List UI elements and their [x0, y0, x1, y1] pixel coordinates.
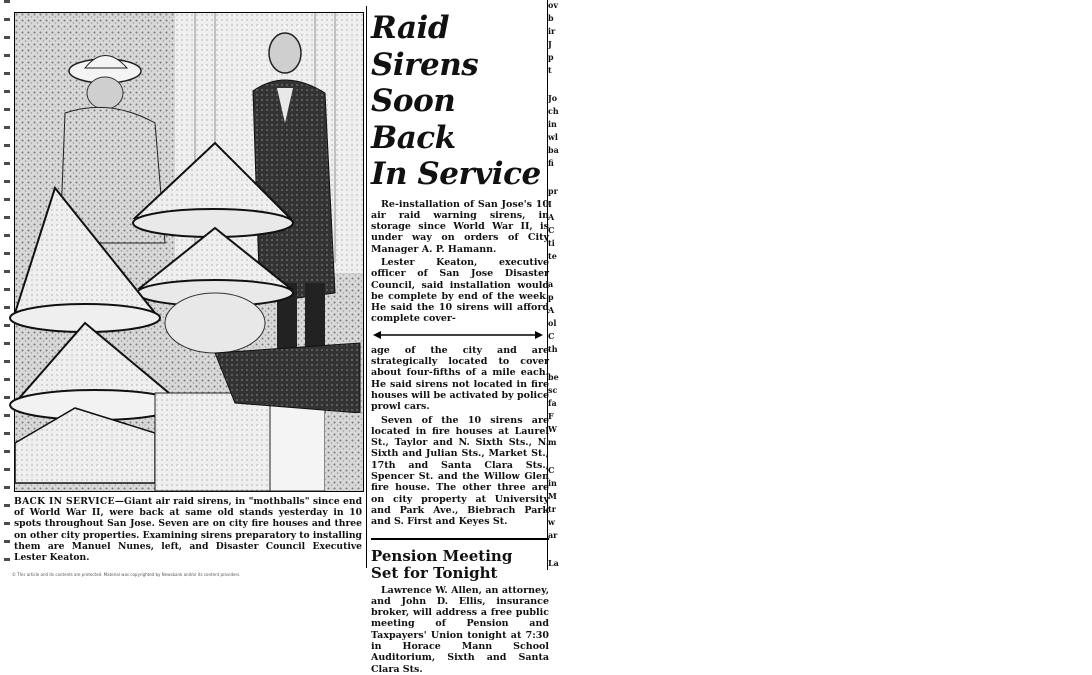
- column-fragment: be: [548, 372, 559, 382]
- column-fragment: sc: [548, 385, 558, 395]
- column-fragment: pr: [548, 186, 558, 196]
- column-fragment: wl: [548, 132, 558, 142]
- section-rule: [371, 538, 549, 540]
- column-fragment: m: [548, 437, 557, 447]
- column-fragment: ol: [548, 318, 557, 328]
- column-fragment: b: [548, 13, 554, 23]
- article-paragraph-1: Re-installation of San Jose's 10 air raid warning sirens, in storage since World War II, is under way on orders of City Manager A. P. Hamann.: [371, 198, 549, 255]
- adjacent-column-fragments: [547, 0, 558, 570]
- column-fragment: C: [548, 331, 555, 341]
- headline-line-3: In Service: [371, 156, 541, 192]
- column-fragment: I: [548, 199, 552, 209]
- column-fragment: in: [548, 119, 557, 129]
- column-fragment: La: [548, 558, 559, 568]
- column-fragment: W: [548, 424, 557, 434]
- second-headline-line-1: Pension Meeting: [371, 546, 513, 565]
- column-fragment: fa: [548, 398, 557, 408]
- column-fragment: Jo: [548, 93, 558, 103]
- column-fragment: A: [548, 305, 555, 315]
- column-fragment: M: [548, 491, 557, 501]
- continuation-arrow-divider: [371, 329, 549, 341]
- column-fragment: ba: [548, 145, 559, 155]
- second-story-paragraph: Lawrence W. Allen, an attorney, and John D. Ellis, insurance broker, will address a free public meeting of Pension and Taxpayers' Union tonight at 7:30 in Horace Mann School Auditorium, Sixth and Santa Clara Sts.: [371, 584, 549, 675]
- column-fragment: ch: [548, 106, 559, 116]
- caption-text: —Giant air raid sirens, in "mothballs" since end of World War II, were back at same old stands yesterday in 10 spots throughout San Jose. Seven are on city fire houses and three on other city properties. Examining sirens preparatory to installing them are Manuel Nunes, left, and Disaster Council Executive Lester Keaton.: [14, 496, 362, 564]
- caption-lead: BACK IN SERVICE: [14, 496, 115, 507]
- copyright-footer: © This article and its contents are protected. Material was copyrighted by Newsbank and/or its content providers.: [12, 572, 241, 577]
- column-fragment: ti: [548, 238, 555, 248]
- column-fragment: ir: [548, 26, 556, 36]
- headline: [371, 10, 549, 193]
- column-fragment: p: [548, 292, 554, 302]
- headline-line-1: Raid Sirens: [371, 10, 479, 83]
- column-fragment: C: [548, 465, 555, 475]
- second-headline-line-2: Set for Tonight: [371, 563, 498, 582]
- column-fragment: in: [548, 478, 557, 488]
- column-fragment: th: [548, 344, 558, 354]
- column-fragment: a: [548, 279, 554, 289]
- photo-illustration: [15, 13, 363, 491]
- column-fragment: te: [548, 251, 557, 261]
- newspaper-clipping: [4, 0, 559, 675]
- column-fragment: p: [548, 52, 554, 62]
- double-arrow-icon: [371, 329, 545, 341]
- column-fragment: w: [548, 517, 555, 527]
- column-fragment: fi: [548, 158, 554, 168]
- column-fragment: A: [548, 212, 555, 222]
- second-story-headline: [371, 548, 549, 582]
- article-paragraph-3: age of the city and are strategically located to cover about four-fifths of a mile each. He said sirens not located in fire houses will be activated by police prowl cars.: [371, 344, 549, 413]
- left-column-edge: [4, 0, 10, 570]
- headline-line-2: Soon Back: [371, 83, 456, 156]
- column-fragment: C: [548, 225, 555, 235]
- column-fragment: t: [548, 65, 552, 75]
- column-fragment: tr: [548, 504, 556, 514]
- article-paragraph-4: Seven of the 10 sirens are located in fire houses at Laurel St., Taylor and N. Sixth Sts., N. Sixth and Julian Sts., Market St., 17th and Santa Clara Sts., Spencer St. and the Willow Glen fire house. The other three are on city property at University and Park Ave., Biebrach Park and S. First and Keyes St.: [371, 414, 549, 528]
- column-fragment: F: [548, 411, 554, 421]
- column-fragment: J: [548, 39, 552, 49]
- column-fragment: ov: [548, 0, 558, 10]
- photo-caption: [14, 496, 362, 563]
- column-fragment: ar: [548, 530, 558, 540]
- article-column: [366, 6, 549, 675]
- article-paragraph-2: Lester Keaton, executive officer of San Jose Disaster Council, said installation would be complete by end of the week. He said the 10 sirens will afford complete cover-: [371, 256, 549, 325]
- siren-photo: [14, 12, 364, 492]
